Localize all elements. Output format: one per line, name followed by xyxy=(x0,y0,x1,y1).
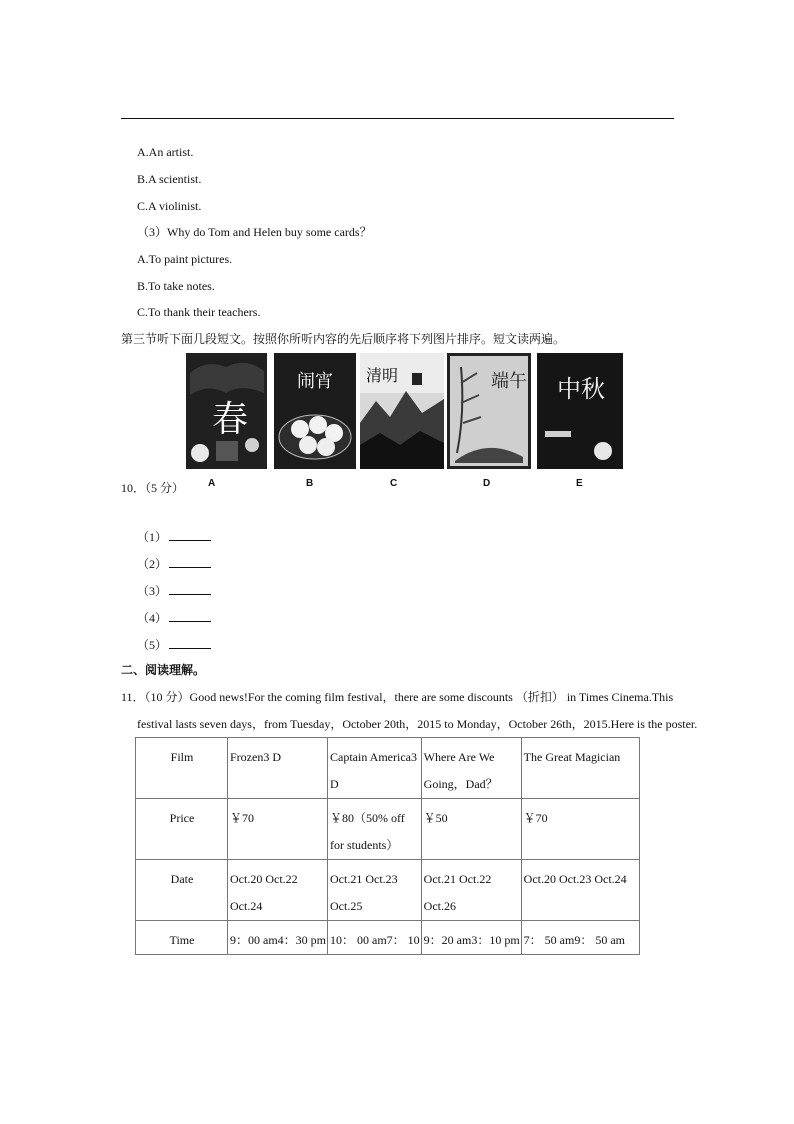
table-row xyxy=(136,860,640,921)
table-cell: 7： 50 am9： 50 am xyxy=(521,921,639,955)
table-cell: Oct.21 Oct.23 Oct.25 xyxy=(328,860,422,921)
header-frozen: Frozen3 D xyxy=(228,738,328,799)
row-label-time: Time xyxy=(136,921,228,955)
picture-d-text: 端午 xyxy=(491,371,527,392)
section3-instruction: 第三节听下面几段短文。按照你所听内容的先后顺序将下列图片排序。短文读两遍。 xyxy=(121,332,566,346)
table-header-row xyxy=(136,738,640,799)
table-cell: ￥80（50% off for students） xyxy=(328,799,422,860)
answer-blank-1[interactable] xyxy=(169,529,211,541)
header-great-magician: The Great Magician xyxy=(521,738,639,799)
picture-label-b: B xyxy=(306,478,314,489)
answer-number-3: （3） xyxy=(137,584,168,598)
picture-e xyxy=(537,353,623,469)
picture-label-c: C xyxy=(390,478,398,489)
question-10-label: 10．（5 分） xyxy=(121,481,185,495)
table-cell: 9：00 am4：30 pm xyxy=(228,921,328,955)
option-q3-c: C.To thank their teachers. xyxy=(137,305,261,319)
header-rule xyxy=(121,118,674,119)
table-cell: ￥70 xyxy=(521,799,639,860)
picture-label-a: A xyxy=(208,478,216,489)
answer-number-5: （5） xyxy=(137,638,168,652)
answer-number-1: （1） xyxy=(137,530,168,544)
picture-d-art xyxy=(447,353,531,469)
table-row xyxy=(136,921,640,955)
answer-number-4: （4） xyxy=(137,611,168,625)
question-3: （3）Why do Tom and Helen buy some cards？ xyxy=(137,225,372,239)
answer-blank-5[interactable] xyxy=(169,637,211,649)
table-row xyxy=(136,799,640,860)
answer-line-2 xyxy=(137,556,211,571)
picture-a-text: 春 xyxy=(211,399,249,440)
picture-c xyxy=(360,353,444,469)
picture-a-art xyxy=(186,353,267,469)
picture-b-text: 闹宵 xyxy=(297,371,333,392)
row-label-price: Price xyxy=(136,799,228,860)
picture-label-e: E xyxy=(576,478,583,489)
table-cell: 9：20 am3：10 pm xyxy=(421,921,521,955)
film-poster-table xyxy=(135,737,640,955)
option-q2-a: A.An artist. xyxy=(137,145,194,159)
picture-a xyxy=(186,353,267,469)
table-cell: 10： 00 am7： 10 xyxy=(328,921,422,955)
answer-number-2: （2） xyxy=(137,557,168,571)
option-q2-c: C.A violinist. xyxy=(137,199,202,213)
answer-line-5 xyxy=(137,637,211,652)
option-q3-b: B.To take notes. xyxy=(137,279,215,293)
picture-c-art xyxy=(360,353,444,469)
header-where-are-we-going: Where Are We Going，Dad？ xyxy=(421,738,521,799)
answer-blank-4[interactable] xyxy=(169,610,211,622)
table-cell: Oct.20 Oct.23 Oct.24 xyxy=(521,860,639,921)
picture-d xyxy=(447,353,531,469)
header-captain-america: Captain America3 D xyxy=(328,738,422,799)
row-label-date: Date xyxy=(136,860,228,921)
option-q2-b: B.A scientist. xyxy=(137,172,202,186)
option-q3-a: A.To paint pictures. xyxy=(137,252,233,266)
answer-line-4 xyxy=(137,610,211,625)
question-11-line2: festival lasts seven days，from Tuesday，October 20th，2015 to Monday，October 26th，2015.Here is the poster. xyxy=(137,717,698,731)
answer-blank-2[interactable] xyxy=(169,556,211,568)
picture-c-text: 清明 xyxy=(365,366,399,385)
picture-label-d: D xyxy=(483,478,491,489)
table-cell: ￥70 xyxy=(228,799,328,860)
picture-b-art xyxy=(274,353,356,469)
picture-b xyxy=(274,353,356,469)
table-cell: Oct.21 Oct.22 Oct.26 xyxy=(421,860,521,921)
festival-pictures xyxy=(186,353,626,471)
section2-title: 二、阅读理解。 xyxy=(121,663,206,677)
table-cell: ￥50 xyxy=(421,799,521,860)
header-film: Film xyxy=(136,738,228,799)
question-11-line1: 11．（10 分）Good news!For the coming film festival，there are some discounts （折扣） in Times Cinema.This xyxy=(121,690,674,704)
picture-e-text: 中秋 xyxy=(557,375,605,403)
answer-line-3 xyxy=(137,583,211,598)
table-cell: Oct.20 Oct.22 Oct.24 xyxy=(228,860,328,921)
answer-blank-3[interactable] xyxy=(169,583,211,595)
picture-e-art xyxy=(537,353,623,469)
answer-line-1 xyxy=(137,529,211,544)
